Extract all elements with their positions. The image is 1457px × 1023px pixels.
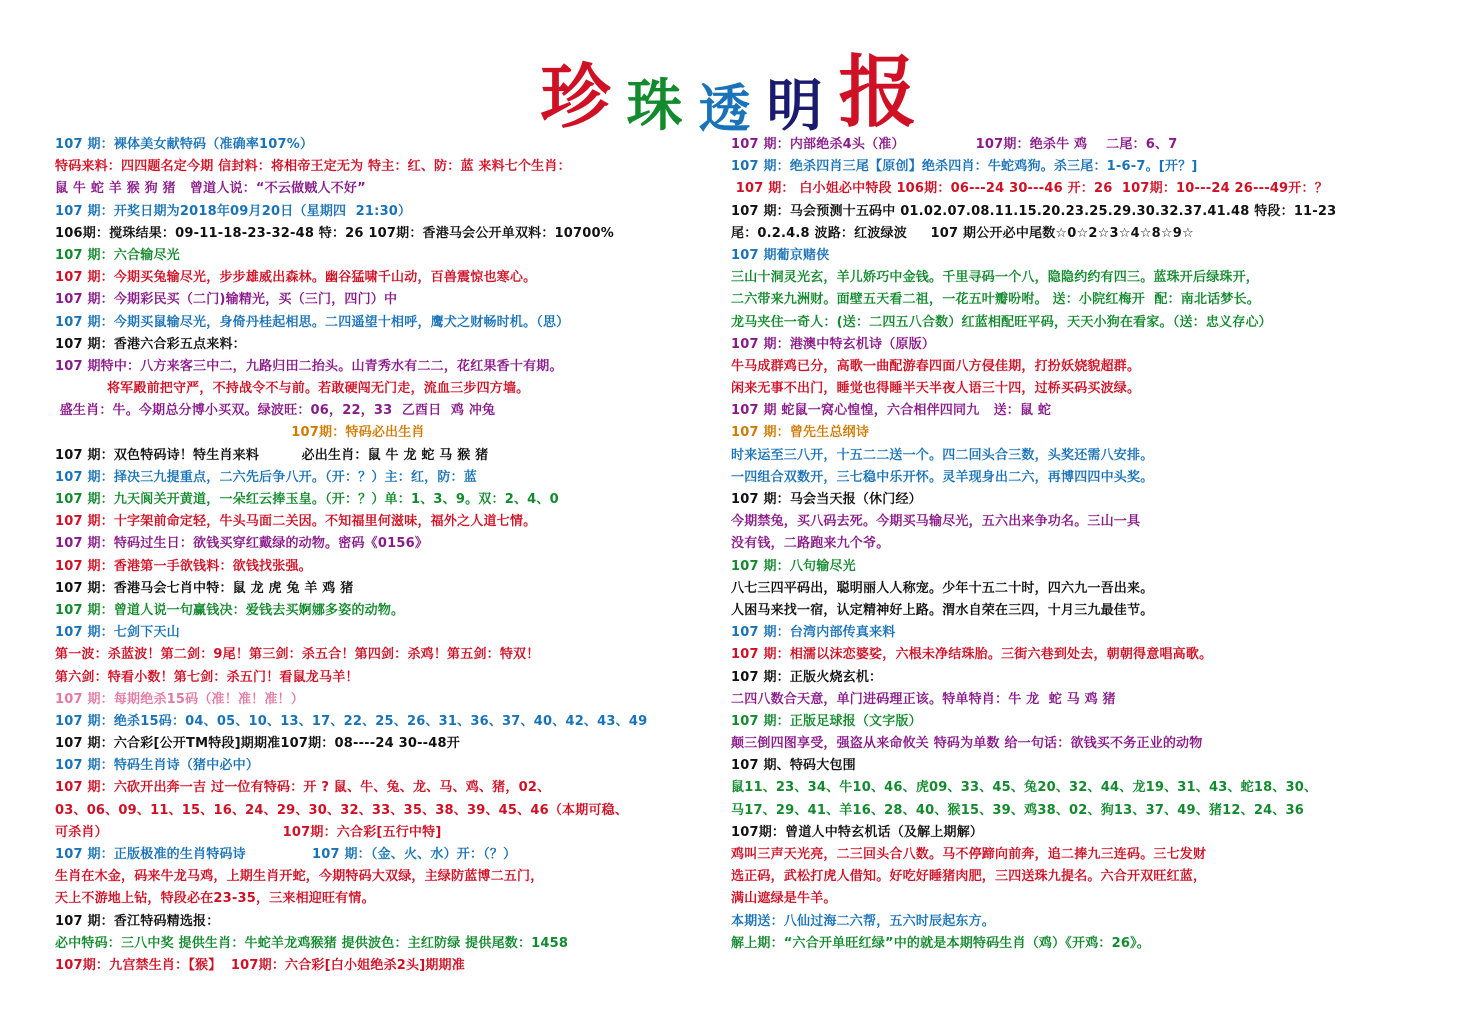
text-segment: 107 期：香江特码精选报： — [55, 913, 220, 929]
text-segment: 解上期：“六合开单旺红绿”中的就是本期特码生肖（鸡）《开鸡：26》。 — [731, 935, 1150, 951]
text-line — [731, 578, 1421, 600]
text-segment: 107 期：十字架前命定轻，牛头马面二关因。不知福里何滋味，福外之人道七情。 — [55, 514, 537, 530]
text-line — [55, 711, 745, 733]
text-segment: 满山遮绿是牛羊。 — [731, 891, 837, 907]
text-segment: 没有钱，二路跑来九个爷。 — [731, 536, 890, 552]
text-line — [731, 822, 1421, 844]
text-segment: 天上不游地上钻，特段必在23-35，三来相迎旺有情。 — [55, 891, 375, 907]
text-segment: 马17、29、41、羊16、28、40、猴15、39、鸡38、02、狗13、37、49、猪12、24、36 — [731, 802, 1305, 818]
text-segment: 106期：搅珠结果：09-11-18-23-32-48 特：26 107期：香港马会公开单双料：10700% — [55, 225, 614, 241]
text-line — [55, 156, 745, 178]
text-line — [731, 201, 1421, 223]
text-segment: 107期：九宫禁生肖：【猴】 107期：六合彩[白小姐绝杀2头]期期准 — [55, 957, 465, 973]
text-segment: 尾：0.2.4.8 波路：红波绿波 107 期公开必中尾数☆0☆2☆3☆4☆8☆9☆ — [731, 225, 1194, 241]
text-line — [55, 201, 745, 223]
right-column — [731, 134, 1421, 955]
text-segment: 107 期：香港第一手欲钱料：欲钱找张强。 — [55, 558, 312, 574]
text-segment: 107 期：相濡以沫恋婆娑，六根未净结珠胎。三街六巷到处去，朝朝得意唱高歌。 — [731, 647, 1213, 663]
text-line — [55, 600, 745, 622]
text-segment: 时来运至三八开，十五二二送一个。四二回头合三数，头奖还需八安排。 — [731, 447, 1154, 463]
text-line — [55, 955, 745, 977]
text-segment: 闲来无事不出门，睡觉也得睡半天半夜人语三十四，过桥买码买波绿。 — [731, 381, 1141, 397]
text-segment: 特码来料：四四题名定今期 信封料：将相帝王定无为 特主：红、防：蓝 来料七个生肖： — [55, 159, 571, 175]
text-segment: 牛马成群鸡已分，高歌一曲配游春四面八方侵佳期，打扮妖娆貌超群。 — [731, 358, 1141, 374]
text-line — [731, 777, 1421, 799]
text-segment: 第一波：杀蓝波！第二剑：9尾！第三剑：杀五合！第四剑：杀鸡！第五剑：特双！ — [55, 647, 540, 663]
title-char: 明 — [766, 73, 823, 139]
text-segment: 107 期：六砍开出奔一吉 过一位有特码：开 ? 鼠、牛、兔、龙、马、鸡、猪，02、 — [55, 780, 551, 796]
text-line — [731, 689, 1421, 711]
text-line — [731, 134, 1421, 156]
text-segment: 107 期：特码生肖诗（猪中必中） — [55, 758, 260, 774]
text-segment: 107 期 蛇鼠一窝心惶惶，六合相伴四同九 送：鼠 蛇 — [731, 403, 1052, 419]
text-segment: 107 期葡京赌侠 — [731, 247, 830, 263]
text-line — [731, 733, 1421, 755]
text-segment: 107 期：今期买兔输尽光，步步雄威出森林。幽谷猛啸千山动，百兽震惊也寒心。 — [55, 270, 537, 286]
text-line — [731, 866, 1421, 888]
text-line — [731, 755, 1421, 777]
text-line — [731, 888, 1421, 910]
text-line — [731, 378, 1421, 400]
text-segment: 107 期：今期买鼠输尽光，身倚丹桂起相思。二四遥望十相呼，鹰犬之财畅时机。（思） — [55, 314, 570, 330]
text-line — [731, 489, 1421, 511]
text-segment: 107 期：马会预测十五码中 01.02.07.08.11.15.20.23.25.29.30.32.37.41.48 特段：11-23 — [731, 203, 1337, 219]
text-segment: 107 期：六合输尽光 — [55, 247, 180, 263]
text-segment: 将军殿前把守严，不持战令不与前。若敢硬闯无门走，流血三步四方墙。 — [55, 381, 530, 397]
text-segment: 107 期：七剑下天山 — [55, 625, 180, 641]
text-segment: 107 期：正版火烧玄机： — [731, 669, 883, 685]
text-line — [731, 511, 1421, 533]
text-segment: 生肖在木金，码来牛龙马鸡，上期生肖开蛇，今期特码大双绿，主绿防蓝博二五门， — [55, 869, 544, 885]
text-line — [55, 223, 745, 245]
text-segment: 盛生肖：牛。今期总分博小买双。绿波旺：06，22，33 乙酉日 鸡 冲兔 — [55, 403, 496, 419]
text-line — [731, 312, 1421, 334]
text-segment: 107 期：马会当天报（休门经） — [731, 492, 922, 507]
text-line — [55, 689, 745, 711]
text-line — [731, 356, 1421, 378]
text-segment: 八七三四平码出，聪明丽人人称宠。少年十五二十时，四六九一吾出来。 — [731, 580, 1154, 596]
text-segment: 107 期：双色特码诗！特生肖来料 必出生肖：鼠 牛 龙 蛇 马 猴 猪 — [55, 447, 489, 463]
left-column — [55, 134, 745, 977]
text-line — [55, 178, 745, 200]
text-segment: 107 期：正版足球报（文字版） — [731, 713, 922, 729]
text-line — [55, 888, 745, 910]
text-segment: 107 期：今期彩民买（二门)输精光，买（三门，四门）中 — [55, 292, 398, 308]
text-segment: 107 期：六合彩[公开TM特段]期期准107期：08----24 30--48开 — [55, 736, 460, 752]
text-line — [731, 267, 1421, 289]
text-line — [55, 267, 745, 289]
text-line — [55, 933, 745, 955]
text-line — [55, 844, 745, 866]
text-segment: 107 期：九天阆关开黄道，一朵红云捧玉皇。（开：？）单：1、3、9。双：2、4、0 — [55, 492, 559, 507]
text-segment: 必中特码：三八中奖 提供生肖：牛蛇羊龙鸡猴猪 提供波色：主红防绿 提供尾数：1458 — [55, 935, 569, 951]
text-segment: 龙马夹住一奇人：(送：二四五八合数）红蓝相配旺平码，天天小狗在看家。（送：忠义存心） — [731, 314, 1272, 330]
text-segment: 107 期：台湾内部传真来料 — [731, 625, 896, 641]
text-line — [731, 156, 1421, 178]
text-line — [55, 334, 745, 356]
text-line — [55, 578, 745, 600]
text-line — [55, 556, 745, 578]
text-segment: 107 期：绝杀15码：04、05、10、13、17、22、25、26、31、36、37、40、42、43、49 — [55, 713, 648, 729]
text-line — [55, 644, 745, 666]
text-line — [55, 356, 745, 378]
text-line — [731, 844, 1421, 866]
text-line — [731, 600, 1421, 622]
text-segment: 107 期：裸体美女献特码（准确率107%） — [55, 137, 314, 152]
text-line — [731, 933, 1421, 955]
title-char: 珠 — [626, 73, 683, 139]
text-line — [731, 800, 1421, 822]
text-line — [55, 312, 745, 334]
text-line — [731, 178, 1421, 200]
text-segment: 107 期： 白小姐必中特段 106期：06---24 30---46 开：26 107期：10---24 26---49开：？ — [731, 181, 1328, 197]
title-char: 透 — [698, 79, 751, 140]
text-line — [55, 800, 745, 822]
text-line — [55, 511, 745, 533]
text-line — [55, 422, 745, 444]
text-segment: 107 期：八句输尽光 — [731, 558, 856, 574]
text-segment: 三山十洞灵光玄，羊儿娇巧中金钱。千里寻码一个八，隐隐约约有四三。蓝珠开后绿珠开， — [731, 270, 1260, 286]
title-char: 报 — [838, 47, 917, 138]
text-line — [731, 667, 1421, 689]
text-line — [55, 911, 745, 933]
text-line — [55, 622, 745, 644]
text-segment: 可杀肖） 107期：六合彩[五行中特] — [55, 824, 442, 840]
text-line — [55, 866, 745, 888]
text-segment: 二四八数合天意，单门进码理正该。特单特肖：牛 龙 蛇 马 鸡 猪 — [731, 691, 1116, 707]
text-segment: 107 期：香港马会七肖中特：鼠 龙 虎 兔 羊 鸡 猪 — [55, 580, 354, 596]
text-segment: 颠三倒四图享受，强盗从来命攸关 特码为单数 给一句话：欲钱买不务正业的动物 — [731, 736, 1203, 752]
text-segment: 107 期：绝杀四肖三尾【原创】绝杀四肖：牛蛇鸡狗。杀三尾：1-6-7。[开？] — [731, 159, 1198, 175]
text-line — [55, 822, 745, 844]
text-segment: 107 期、特码大包围 — [731, 758, 856, 774]
text-segment: 今期禁兔，买八码去死。今期买马输尽光，五六出来争功名。三山一具 — [731, 514, 1141, 530]
text-segment: 鸡叫三声天光亮，二三回头合八数。马不停蹄向前奔，追二捧九三连码。三七发财 — [731, 847, 1207, 862]
text-line — [731, 245, 1421, 267]
text-line — [731, 289, 1421, 311]
text-segment: 一四组合双数开，三七稳中乐开怀。灵羊现身出二六，再博四四中头奖。 — [731, 469, 1154, 485]
text-line — [731, 911, 1421, 933]
title-char: 珍 — [540, 55, 611, 138]
text-line — [55, 733, 745, 755]
page-title — [0, 30, 1457, 140]
text-line — [55, 533, 745, 555]
text-line — [731, 711, 1421, 733]
text-line — [55, 667, 745, 689]
text-segment: 107 期：择决三九提重点，二六先后争八开。（开：？）主：红，防：蓝 — [55, 469, 477, 485]
text-segment: 107期：曾道人中特玄机话（及解上期解） — [731, 824, 984, 840]
text-line — [55, 467, 745, 489]
text-segment: 107 期：内部绝杀4头（准） 107期：绝杀牛 鸡 二尾：6、7 — [731, 137, 1178, 152]
text-segment: 鼠 牛 蛇 羊 猴 狗 猪 曾道人说：“不云做贼人不好” — [55, 181, 366, 197]
text-line — [55, 777, 745, 799]
text-line — [731, 533, 1421, 555]
text-line — [55, 400, 745, 422]
text-segment: 第六剑：特看小数！第七剑：杀五门！看鼠龙马羊！ — [55, 669, 359, 685]
text-line — [55, 755, 745, 777]
text-segment: 107 期：每期绝杀15码（准！准！准！） — [55, 691, 304, 707]
text-line — [731, 644, 1421, 666]
text-segment: 107 期：正版极准的生肖特码诗 107 期：（金、火、水）开：（？） — [55, 847, 517, 862]
text-line — [55, 289, 745, 311]
text-line — [55, 245, 745, 267]
text-segment: 107期：特码必出生肖 — [55, 425, 425, 441]
text-line — [731, 622, 1421, 644]
text-line — [731, 422, 1421, 444]
text-segment: 选正码，武松打虎人借知。好吃好睡猪肉肥，三四送珠九提名。六合开双旺红蓝， — [731, 869, 1207, 885]
text-segment: 107 期特中：八方来客三中二，九路归田二抬头。山青秀水有二二，花红果香十有期。 — [55, 358, 563, 374]
text-line — [55, 445, 745, 467]
text-segment: 鼠11、23、34、牛10、46、虎09、33、45、兔20、32、44、龙19、31、43、蛇18、30、 — [731, 780, 1318, 796]
text-segment: 107 期：曾道人说一句赢钱决：爱钱去买婀娜多姿的动物。 — [55, 602, 405, 618]
text-segment: 本期送：八仙过海二六帮，五六时辰起东方。 — [731, 913, 996, 929]
text-segment: 03、06、09、11、15、16、24、29、30、32、33、35、38、39、45、46（本期可稳、 — [55, 802, 629, 818]
text-segment: 107 期：港澳中特玄机诗（原版） — [731, 336, 936, 352]
text-segment: 107 期：开奖日期为2018年09月20日（星期四 21:30） — [55, 203, 412, 219]
text-line — [731, 467, 1421, 489]
text-segment: 二六带来九洲财。面壁五天看二祖，一花五叶瓣吩咐。 送：小院红梅开 配：南北话梦长。 — [731, 292, 1260, 308]
text-line — [55, 378, 745, 400]
text-segment: 107 期：特码过生日：欲钱买穿红戴绿的动物。密码《0156》 — [55, 536, 429, 552]
text-line — [731, 445, 1421, 467]
text-line — [731, 556, 1421, 578]
text-line — [55, 489, 745, 511]
text-line — [731, 400, 1421, 422]
text-line — [731, 223, 1421, 245]
text-line — [731, 334, 1421, 356]
text-segment: 107 期：香港六合彩五点来料： — [55, 336, 246, 352]
text-segment: 107 期：曾先生总纲诗 — [731, 425, 870, 441]
text-line — [55, 134, 745, 156]
text-segment: 人困马来找一宿，认定精神好上路。渭水自荣在三四，十月三九最佳节。 — [731, 602, 1154, 618]
